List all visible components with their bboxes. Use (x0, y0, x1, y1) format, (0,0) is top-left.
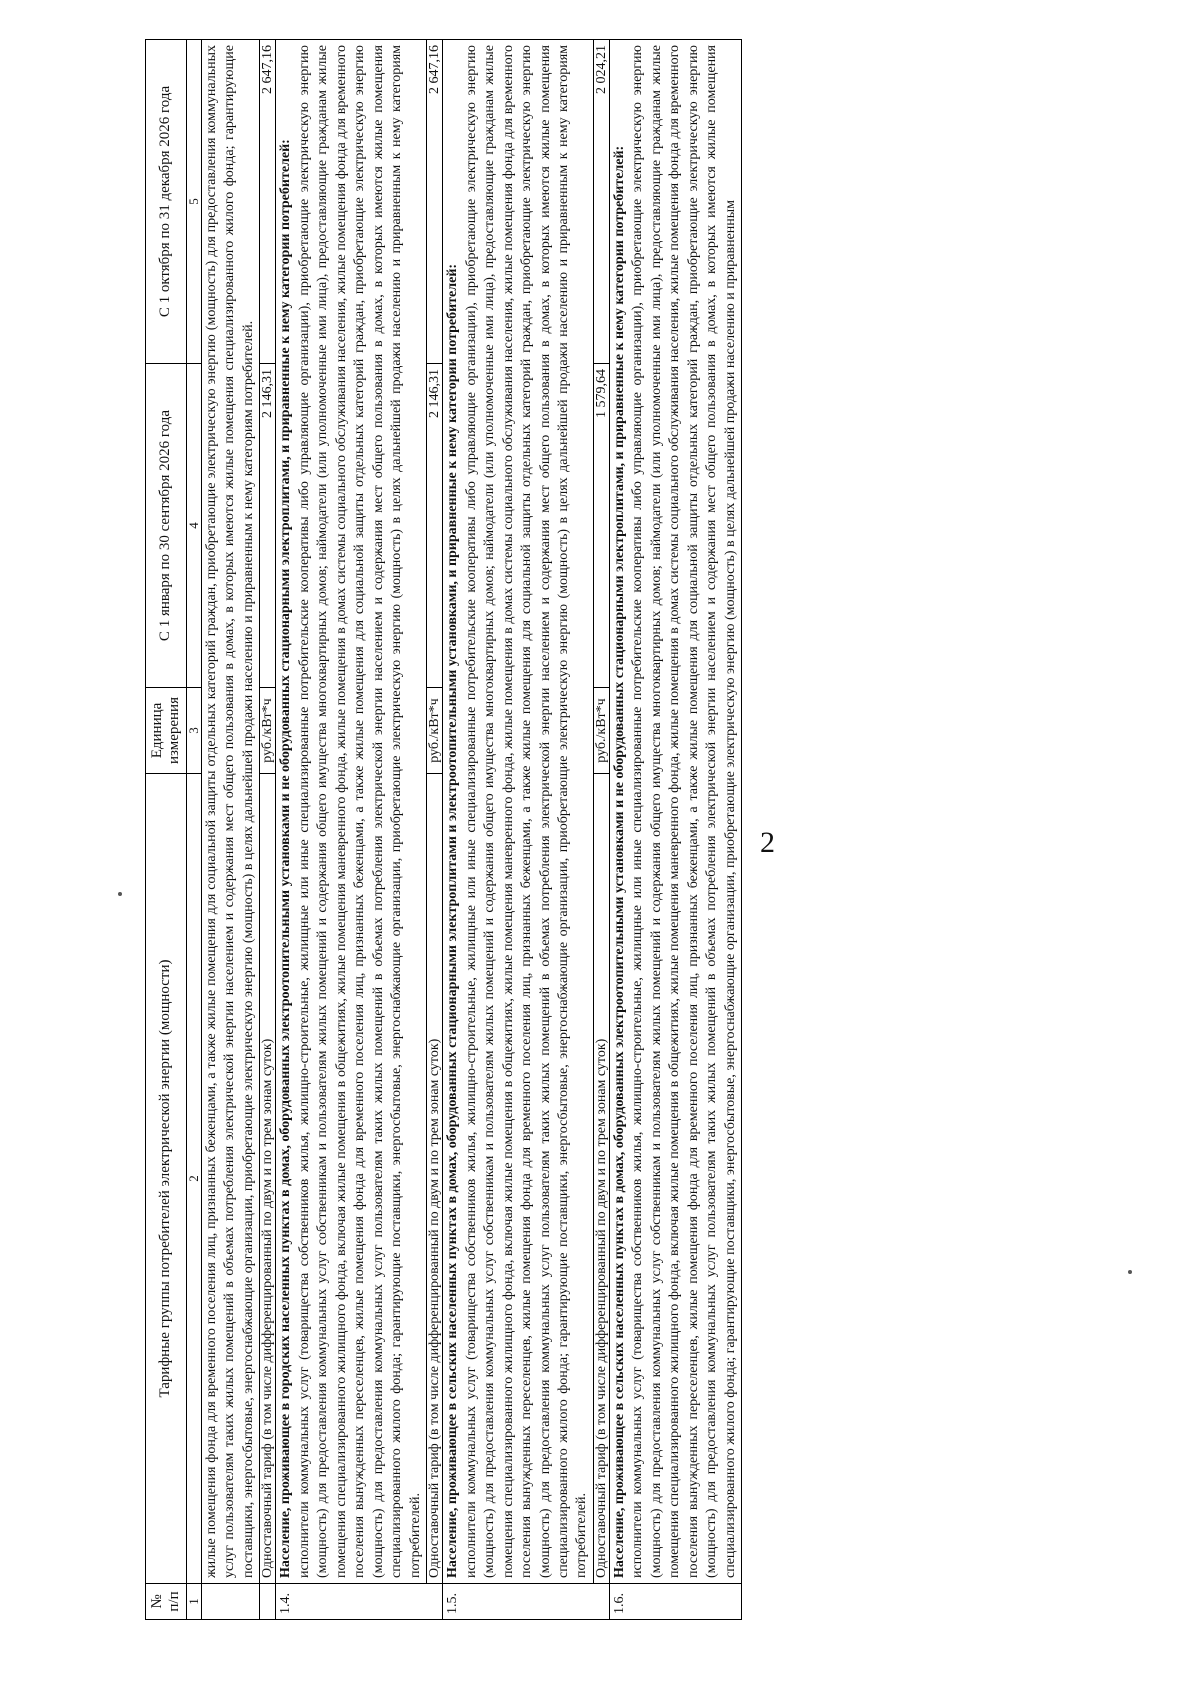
row-number-empty (202, 1584, 260, 1620)
rotated-page-content (145, 40, 1145, 1620)
tariff-value-period-2: 2 647,16 (260, 40, 276, 364)
column-number: 3 (187, 688, 202, 774)
column-number-row (187, 40, 202, 1620)
column-number: 1 (187, 1584, 202, 1620)
group-title: Население, проживающее в сельских населенных пунктах в домах, оборудованных стационарными электроплитами и электроотопительными установками, и приравненные к нему категории потребителей: (445, 263, 461, 1578)
row-number: 1.5. (443, 1584, 610, 1620)
tariff-value-period-2: 2 647,16 (427, 40, 443, 364)
tariff-row (593, 40, 609, 1620)
tariff-row (260, 40, 276, 1620)
page-number: 2 (760, 826, 775, 859)
row-number: 1.6. (609, 1584, 741, 1620)
tariff-row (427, 40, 443, 1620)
header-period-2: С 1 октября по 31 декабря 2026 года (146, 40, 187, 364)
tariff-value-period-2: 2 024,21 (593, 40, 609, 364)
tariff-label: Одноставочный тариф (в том числе дифференцированный по двум и по трем зонам суток) (593, 774, 609, 1584)
tariff-unit: руб./кВт*ч (593, 688, 609, 774)
tariff-value-period-1: 2 146,31 (427, 364, 443, 688)
column-number: 2 (187, 774, 202, 1584)
row-number: 1.4. (276, 1584, 443, 1620)
group-cell (443, 40, 594, 1584)
group-title: Население, проживающее в сельских населенных пунктах в домах, оборудованных электроотопительными установками и не оборудованных стационарными электроплитами, и приравненные к нему категории потребителей: (611, 145, 627, 1578)
group-description: исполнители коммунальных услуг (товарищества собственников жилья, жилищно-строительные, жилищные или иные специализированные потребительские кооперативы либо управляющие организации), приобретающие электрическую энергию (мощность) для предоставления коммунальных услуг собственникам и пользователям жилых помещений и содержания общего имущества многоквартирных домов; наймодатели (или уполномоченные ими лица), предоставляющие гражданам жилые помещения специализированного жилищного фонда, включая жилые помещения в общежитиях, жилые помещения маневренного фонда, жилые помещения в домах системы социального обслуживания населения, жилые помещения фонда для временного поселения вынужденных переселенцев, жилые помещения фонда для временного поселения лиц, признанных беженцами, а также жилые помещения для социальной защиты отдельных категорий граждан, приобретающие электрическую энергию (мощность) для предоставления коммунальных услуг пользователям таких жилых помещений в объемах потребления электрической энергии населением и содержания мест общего пользования в домах, в которых имеются жилые помещения специализированного жилого фонда; гарантирующие поставщики, энергосбытовые, энергоснабжающие организации, приобретающие электрическую энергию (мощность) в целях дальнейшей продажи населению и приравненным (630, 45, 738, 1578)
group-cell (609, 40, 741, 1584)
group-description: жилые помещения фонда для временного поселения лиц, признанных беженцами, а также жилые помещения для социальной защиты отдельных категорий граждан, приобретающие электрическую энергию (мощность) для предоставления коммунальных услуг пользователям таких жилых помещений в объемах потребления электрической энергии населением и содержания мест общего пользования в домах, в которых имеются жилые помещения специализированного жилого фонда; гарантирующие поставщики, энергосбытовые, энергоснабжающие организации, приобретающие электрическую энергию (мощность) в целях дальнейшей продажи населению и приравненным к нему категориям потребителей. (202, 40, 260, 1584)
table-header-row (146, 40, 187, 1620)
table-row (276, 40, 427, 1620)
tariff-unit: руб./кВт*ч (427, 688, 443, 774)
table-row (202, 40, 260, 1620)
tariff-table (145, 39, 742, 1620)
header-period-1: С 1 января по 30 сентября 2026 года (146, 364, 187, 688)
tariff-unit: руб./кВт*ч (260, 688, 276, 774)
scan-speck (118, 892, 122, 896)
tariff-label: Одноставочный тариф (в том числе дифференцированный по двум и по трем зонам суток) (260, 774, 276, 1584)
group-description: исполнители коммунальных услуг (товарищества собственников жилья, жилищно-строительные, жилищные или иные специализированные потребительские кооперативы либо управляющие организации), приобретающие электрическую энергию (мощность) для предоставления коммунальных услуг собственникам и пользователям жилых помещений и содержания общего имущества многоквартирных домов; наймодатели (или уполномоченные ими лица), предоставляющие гражданам жилые помещения специализированного жилищного фонда, включая жилые помещения в общежитиях, жилые помещения маневренного фонда, жилые помещения в домах системы социального обслуживания населения, жилые помещения фонда для временного поселения вынужденных переселенцев, жилые помещения фонда для временного поселения лиц, признанных беженцами, а также жилые помещения для социальной защиты отдельных категорий граждан, приобретающие электрическую энергию (мощность) для предоставления коммунальных услуг пользователям таких жилых помещений в объемах потребления электрической энергии населением и содержания мест общего пользования в домах, в которых имеются жилые помещения специализированного жилого фонда; гарантирующие поставщики, энергосбытовые, энергоснабжающие организации, приобретающие электрическую энергию (мощность) в целях дальнейшей продажи населению и приравненным к нему категориям потребителей. (463, 45, 590, 1578)
tariff-value-period-1: 1 579,64 (593, 364, 609, 688)
group-description: исполнители коммунальных услуг (товарищества собственников жилья, жилищно-строительные, жилищные или иные специализированные потребительские кооперативы либо управляющие организации), приобретающие электрическую энергию (мощность) для предоставления коммунальных услуг собственникам и пользователям жилых помещений и содержания общего имущества многоквартирных домов; наймодатели (или уполномоченные ими лица), предоставляющие гражданам жилые помещения специализированного жилищного фонда, включая жилые помещения в общежитиях, жилые помещения маневренного фонда, жилые помещения в домах системы социального обслуживания населения, жилые помещения фонда для временного поселения вынужденных переселенцев, жилые помещения фонда для временного поселения лиц, признанных беженцами, а также жилые помещения для социальной защиты отдельных категорий граждан, приобретающие электрическую энергию (мощность) для предоставления коммунальных услуг пользователям таких жилых помещений в объемах потребления электрической энергии населением и содержания мест общего пользования в домах, в которых имеются жилые помещения специализированного жилого фонда; гарантирующие поставщики, энергосбытовые, энергоснабжающие организации, приобретающие электрическую энергию (мощность) в целях дальнейшей продажи населению и приравненным к нему категориям потребителей. (296, 45, 423, 1578)
header-group: Тарифные группы потребителей электрической энергии (мощности) (146, 774, 187, 1584)
header-unit: Единица измерения (146, 688, 187, 774)
tariff-label: Одноставочный тариф (в том числе дифференцированный по двум и по трем зонам суток) (427, 774, 443, 1584)
tariff-value-period-1: 2 146,31 (260, 364, 276, 688)
group-cell (276, 40, 427, 1584)
column-number: 5 (187, 40, 202, 364)
table-row (609, 40, 741, 1620)
column-number: 4 (187, 364, 202, 688)
row-number-empty (260, 1584, 276, 1620)
group-title: Население, проживающее в городских населенных пунктах в домах, оборудованных электроотопительными установками и не оборудованных стационарными электроплитами, и приравненные к нему категории потребителей: (278, 139, 294, 1578)
table-row (443, 40, 594, 1620)
header-num: № п/п (146, 1584, 187, 1620)
